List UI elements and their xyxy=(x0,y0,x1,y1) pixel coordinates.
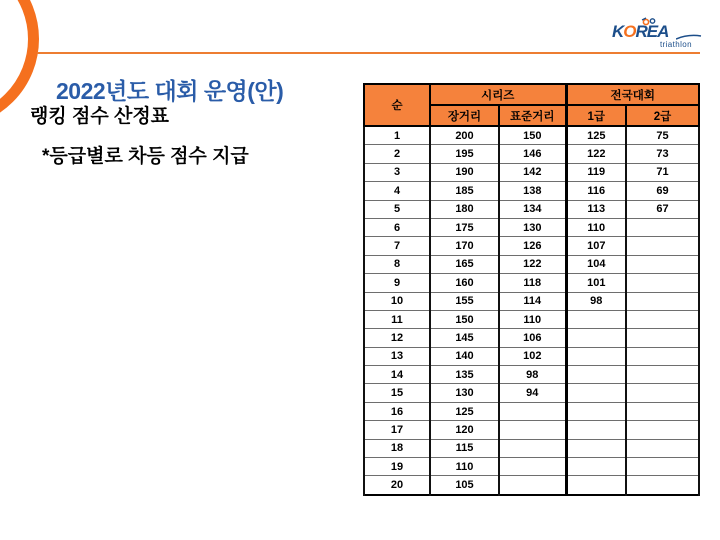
table-row xyxy=(364,126,699,145)
long-distance-cell: 160 xyxy=(430,274,499,292)
rank-cell: 19 xyxy=(364,458,430,476)
grade2-cell: 73 xyxy=(626,145,699,163)
grade1-cell: 98 xyxy=(566,292,626,310)
table-row xyxy=(364,218,699,236)
header-rank: 순 xyxy=(364,84,430,126)
long-distance-cell: 165 xyxy=(430,255,499,273)
grade1-cell: 113 xyxy=(566,200,626,218)
rank-cell: 6 xyxy=(364,218,430,236)
grade2-cell xyxy=(626,292,699,310)
long-distance-cell: 185 xyxy=(430,182,499,200)
korea-triathlon-logo xyxy=(612,14,700,52)
logo-letters-rea: REA xyxy=(635,22,669,41)
header-long-distance: 장거리 xyxy=(430,105,499,126)
note-text: *등급별로 차등 점수 지급 xyxy=(42,146,249,167)
rank-cell: 14 xyxy=(364,366,430,384)
long-distance-cell: 135 xyxy=(430,366,499,384)
grade1-cell: 101 xyxy=(566,274,626,292)
decorative-rule xyxy=(37,52,700,54)
table-row xyxy=(364,476,699,495)
grade2-cell: 67 xyxy=(626,200,699,218)
grade2-cell xyxy=(626,274,699,292)
grade2-cell xyxy=(626,458,699,476)
grade2-cell xyxy=(626,329,699,347)
table-row xyxy=(364,274,699,292)
standard-distance-cell: 110 xyxy=(499,310,566,328)
grade2-cell xyxy=(626,439,699,457)
grade2-cell: 69 xyxy=(626,182,699,200)
long-distance-cell: 115 xyxy=(430,439,499,457)
rank-cell: 10 xyxy=(364,292,430,310)
grade1-cell: 119 xyxy=(566,163,626,181)
table-row xyxy=(364,347,699,365)
standard-distance-cell: 146 xyxy=(499,145,566,163)
grade2-cell xyxy=(626,218,699,236)
standard-distance-cell xyxy=(499,421,566,439)
rank-cell: 13 xyxy=(364,347,430,365)
long-distance-cell: 140 xyxy=(430,347,499,365)
grade1-cell xyxy=(566,310,626,328)
table-row xyxy=(364,237,699,255)
long-distance-cell: 200 xyxy=(430,126,499,145)
standard-distance-cell: 106 xyxy=(499,329,566,347)
long-distance-cell: 190 xyxy=(430,163,499,181)
grade1-cell xyxy=(566,402,626,420)
table-row xyxy=(364,458,699,476)
long-distance-cell: 120 xyxy=(430,421,499,439)
standard-distance-cell: 114 xyxy=(499,292,566,310)
rank-cell: 8 xyxy=(364,255,430,273)
rank-cell: 16 xyxy=(364,402,430,420)
rank-cell: 9 xyxy=(364,274,430,292)
grade2-cell xyxy=(626,310,699,328)
header-standard-distance: 표준거리 xyxy=(499,105,566,126)
rank-cell: 1 xyxy=(364,126,430,145)
header-grade1: 1급 xyxy=(566,105,626,126)
grade1-cell: 107 xyxy=(566,237,626,255)
long-distance-cell: 125 xyxy=(430,402,499,420)
grade2-cell xyxy=(626,384,699,402)
header-national-group: 전국대회 xyxy=(566,84,699,105)
long-distance-cell: 145 xyxy=(430,329,499,347)
grade1-cell: 116 xyxy=(566,182,626,200)
rank-cell: 11 xyxy=(364,310,430,328)
standard-distance-cell: 142 xyxy=(499,163,566,181)
table-row xyxy=(364,402,699,420)
long-distance-cell: 130 xyxy=(430,384,499,402)
table-body xyxy=(364,126,699,495)
grade1-cell: 122 xyxy=(566,145,626,163)
rank-cell: 7 xyxy=(364,237,430,255)
grade2-cell xyxy=(626,402,699,420)
grade1-cell: 104 xyxy=(566,255,626,273)
table-row xyxy=(364,182,699,200)
rank-cell: 15 xyxy=(364,384,430,402)
grade2-cell xyxy=(626,237,699,255)
grade1-cell: 110 xyxy=(566,218,626,236)
grade1-cell: 125 xyxy=(566,126,626,145)
standard-distance-cell: 126 xyxy=(499,237,566,255)
standard-distance-cell: 98 xyxy=(499,366,566,384)
standard-distance-cell xyxy=(499,402,566,420)
rank-cell: 18 xyxy=(364,439,430,457)
standard-distance-cell: 150 xyxy=(499,126,566,145)
rank-cell: 12 xyxy=(364,329,430,347)
rank-cell: 2 xyxy=(364,145,430,163)
header-grade2: 2급 xyxy=(626,105,699,126)
grade2-cell xyxy=(626,476,699,495)
table-row xyxy=(364,366,699,384)
long-distance-cell: 195 xyxy=(430,145,499,163)
long-distance-cell: 105 xyxy=(430,476,499,495)
standard-distance-cell: 122 xyxy=(499,255,566,273)
rank-cell: 17 xyxy=(364,421,430,439)
long-distance-cell: 175 xyxy=(430,218,499,236)
ranking-score-table xyxy=(363,83,700,496)
rank-cell: 3 xyxy=(364,163,430,181)
table-row xyxy=(364,200,699,218)
grade1-cell xyxy=(566,347,626,365)
grade1-cell xyxy=(566,458,626,476)
table-row xyxy=(364,310,699,328)
table-row xyxy=(364,439,699,457)
grade2-cell: 71 xyxy=(626,163,699,181)
standard-distance-cell: 138 xyxy=(499,182,566,200)
rank-cell: 4 xyxy=(364,182,430,200)
grade2-cell xyxy=(626,366,699,384)
grade2-cell xyxy=(626,347,699,365)
rank-cell: 5 xyxy=(364,200,430,218)
grade2-cell xyxy=(626,255,699,273)
grade1-cell xyxy=(566,439,626,457)
grade1-cell xyxy=(566,476,626,495)
logo-subtext: triathlon xyxy=(659,40,692,49)
table-row xyxy=(364,255,699,273)
standard-distance-cell xyxy=(499,458,566,476)
subtitle-text: 랭킹 점수 산정표 xyxy=(30,106,170,127)
logo-wheel-o: O xyxy=(623,22,636,41)
grade2-cell: 75 xyxy=(626,126,699,145)
standard-distance-cell: 130 xyxy=(499,218,566,236)
standard-distance-cell: 102 xyxy=(499,347,566,365)
long-distance-cell: 180 xyxy=(430,200,499,218)
grade1-cell xyxy=(566,366,626,384)
table-row xyxy=(364,329,699,347)
standard-distance-cell: 94 xyxy=(499,384,566,402)
standard-distance-cell xyxy=(499,476,566,495)
rank-cell: 20 xyxy=(364,476,430,495)
standard-distance-cell: 134 xyxy=(499,200,566,218)
long-distance-cell: 155 xyxy=(430,292,499,310)
table-row xyxy=(364,145,699,163)
table-row xyxy=(364,292,699,310)
table-row xyxy=(364,163,699,181)
table-row xyxy=(364,384,699,402)
grade1-cell xyxy=(566,329,626,347)
long-distance-cell: 110 xyxy=(430,458,499,476)
header-series-group: 시리즈 xyxy=(430,84,566,105)
grade1-cell xyxy=(566,384,626,402)
long-distance-cell: 150 xyxy=(430,310,499,328)
standard-distance-cell xyxy=(499,439,566,457)
page-title: 2022년도 대회 운영(안) xyxy=(56,78,284,105)
grade2-cell xyxy=(626,421,699,439)
long-distance-cell: 170 xyxy=(430,237,499,255)
logo-letter-k: K xyxy=(612,22,624,41)
table-row xyxy=(364,421,699,439)
standard-distance-cell: 118 xyxy=(499,274,566,292)
grade1-cell xyxy=(566,421,626,439)
